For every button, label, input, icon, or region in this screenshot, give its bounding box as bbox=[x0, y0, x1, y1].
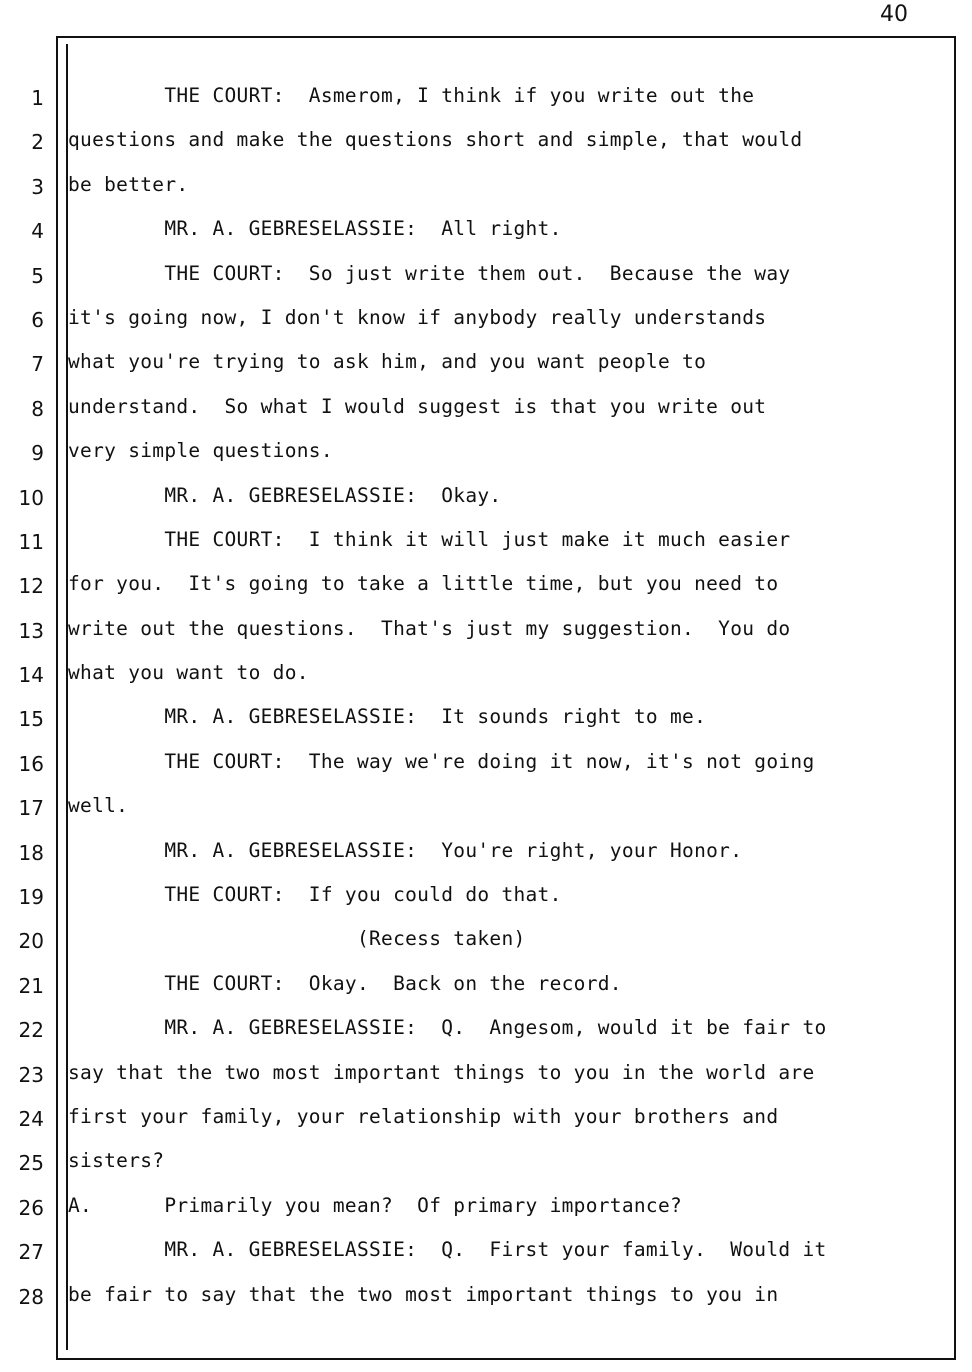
line-number: 4 bbox=[31, 219, 44, 244]
transcript-line: MR. A. GEBRESELASSIE: Q. Angesom, would it be fair to bbox=[68, 1016, 827, 1040]
page-number: 40 bbox=[880, 2, 908, 27]
line-number: 8 bbox=[31, 396, 44, 421]
transcript-line: sisters? bbox=[68, 1149, 165, 1173]
line-number: 20 bbox=[18, 929, 44, 954]
line-number: 13 bbox=[18, 618, 44, 643]
transcript-text bbox=[68, 74, 938, 1317]
transcript-line: (Recess taken) bbox=[68, 927, 526, 951]
line-number: 24 bbox=[18, 1106, 44, 1131]
transcript-line: THE COURT: Asmerom, I think if you write out the bbox=[68, 84, 755, 107]
line-number: 3 bbox=[31, 174, 44, 199]
transcript-line: very simple questions. bbox=[68, 439, 333, 463]
line-number: 14 bbox=[18, 663, 44, 688]
line-number: 16 bbox=[18, 751, 44, 776]
transcript-line: for you. It's going to take a little time, but you need to bbox=[68, 572, 779, 596]
line-number: 5 bbox=[31, 263, 44, 288]
transcript-line: MR. A. GEBRESELASSIE: All right. bbox=[68, 217, 562, 241]
line-number: 2 bbox=[31, 130, 44, 155]
transcript-line: questions and make the questions short and simple, that would bbox=[68, 128, 803, 152]
transcript-line: THE COURT: The way we're doing it now, it's not going bbox=[68, 749, 815, 773]
line-number: 19 bbox=[18, 885, 44, 910]
transcript-line: what you're trying to ask him, and you want people to bbox=[68, 350, 707, 374]
transcript-line: THE COURT: So just write them out. Because the way bbox=[68, 261, 791, 285]
line-number: 27 bbox=[18, 1240, 44, 1265]
transcript-line: be fair to say that the two most important things to you in bbox=[68, 1282, 779, 1306]
line-number: 26 bbox=[18, 1195, 44, 1220]
line-number: 11 bbox=[18, 529, 44, 554]
transcript-line: MR. A. GEBRESELASSIE: It sounds right to me. bbox=[68, 705, 707, 729]
line-number: 25 bbox=[18, 1151, 44, 1176]
transcript-line: be better. bbox=[68, 172, 189, 196]
transcript-line: MR. A. GEBRESELASSIE: Q. First your family. Would it bbox=[68, 1238, 827, 1262]
transcript-line: understand. So what I would suggest is that you write out bbox=[68, 394, 767, 418]
line-number: 10 bbox=[18, 485, 44, 510]
line-number: 21 bbox=[18, 973, 44, 998]
transcript-line: MR. A. GEBRESELASSIE: Okay. bbox=[68, 483, 502, 507]
line-number: 7 bbox=[31, 352, 44, 377]
transcript-line: what you want to do. bbox=[68, 661, 309, 685]
transcript-line: say that the two most important things to you in the world are bbox=[68, 1060, 815, 1084]
line-number-column bbox=[0, 76, 44, 1319]
line-number: 6 bbox=[31, 307, 44, 332]
transcript-line: well. bbox=[68, 794, 129, 818]
line-number: 22 bbox=[18, 1018, 44, 1043]
transcript-line: MR. A. GEBRESELASSIE: You're right, your Honor. bbox=[68, 838, 743, 862]
line-number: 17 bbox=[18, 796, 44, 821]
line-number: 15 bbox=[18, 707, 44, 732]
transcript-line: it's going now, I don't know if anybody really understands bbox=[68, 305, 767, 329]
transcript-line: first your family, your relationship with your brothers and bbox=[68, 1104, 779, 1128]
transcript-line: write out the questions. That's just my suggestion. You do bbox=[68, 616, 791, 640]
line-number: 12 bbox=[18, 574, 44, 599]
transcript-line: THE COURT: If you could do that. bbox=[68, 883, 562, 907]
transcript-line: A. Primarily you mean? Of primary importance? bbox=[68, 1193, 683, 1217]
line-number: 1 bbox=[31, 86, 44, 110]
line-number: 18 bbox=[18, 840, 44, 865]
line-number: 9 bbox=[31, 441, 44, 466]
transcript-line: THE COURT: I think it will just make it much easier bbox=[68, 527, 791, 551]
line-number: 23 bbox=[18, 1062, 44, 1087]
transcript-line: THE COURT: Okay. Back on the record. bbox=[68, 971, 622, 995]
line-number: 28 bbox=[18, 1284, 44, 1309]
